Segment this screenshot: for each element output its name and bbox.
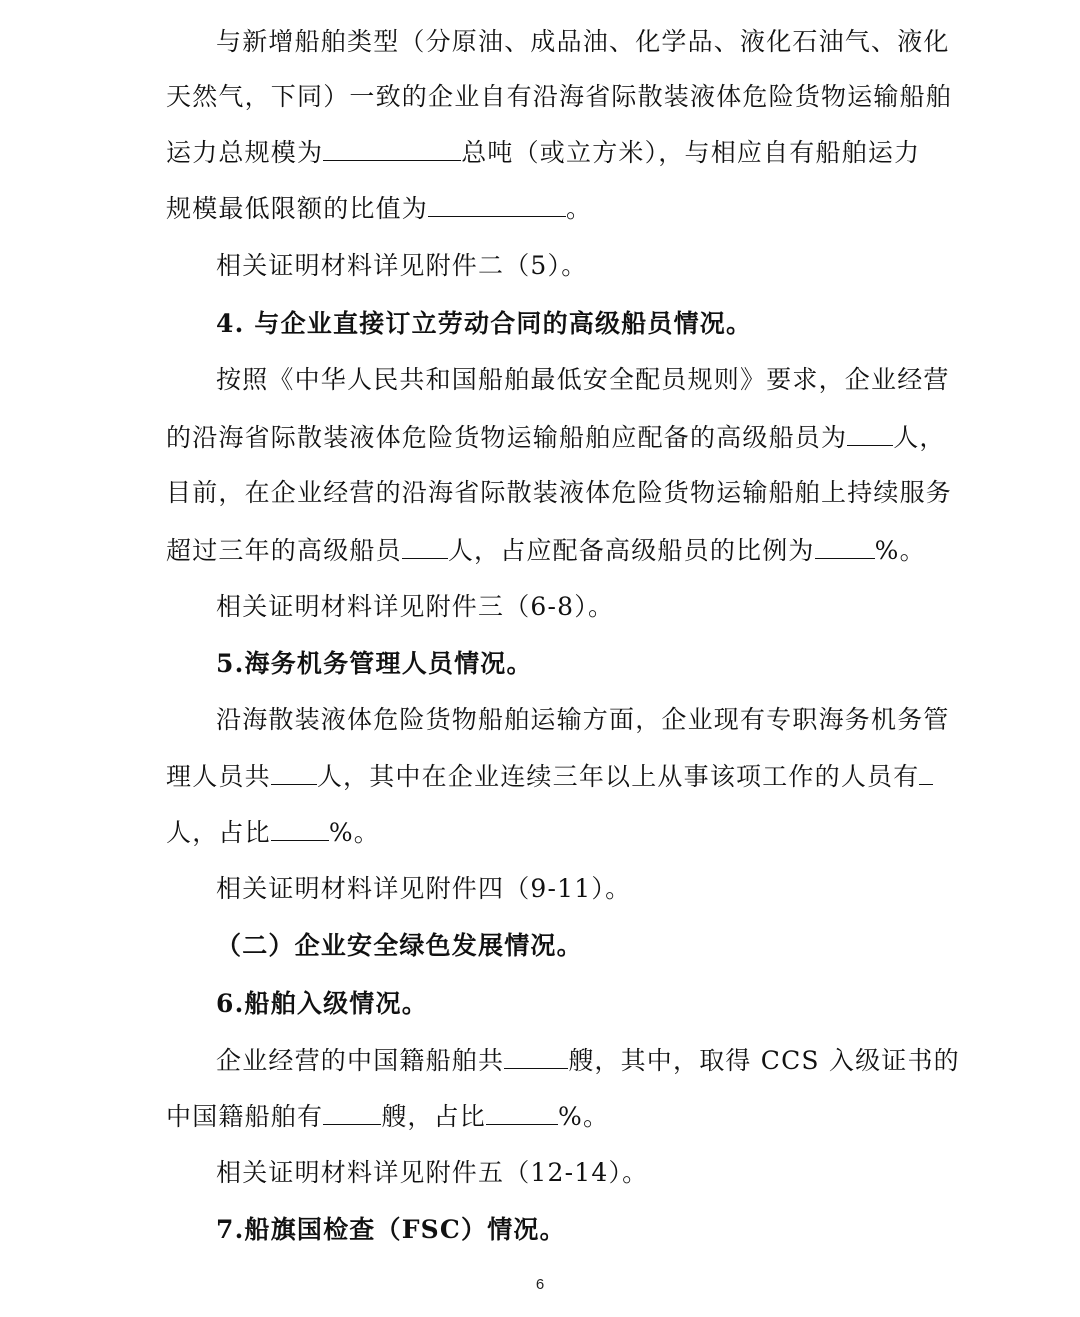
paragraph-line [166, 134, 926, 171]
section-heading [216, 986, 976, 1022]
text: 人，占比 [166, 818, 271, 847]
fill-blank-ratio[interactable] [428, 190, 566, 217]
paragraph-line [166, 190, 926, 227]
text: 理人员共 [166, 762, 271, 791]
fill-blank-managers-total[interactable] [271, 758, 317, 785]
text: 的沿海省际散装液体危险货物运输船舶应配备的高级船员为 [166, 423, 848, 452]
section-heading [216, 646, 976, 682]
text: 7.船旗国检查（FSC）情况。 [216, 1215, 566, 1244]
reference-line [216, 1155, 976, 1191]
text: 天然气，下同）一致的企业自有沿海省际散装液体危险货物运输船舶 [166, 82, 953, 111]
text: 相关证明材料详见附件五（12-14）。 [216, 1158, 649, 1187]
text: 相关证明材料详见附件三（6-8）。 [216, 592, 615, 621]
text: 按照《中华人民共和国船舶最低安全配员规则》要求，企业经营 [216, 365, 950, 394]
text: 。 [566, 194, 593, 223]
text: 4. 与企业直接订立劳动合同的高级船员情况。 [216, 309, 753, 338]
text: 人， [893, 423, 946, 452]
text: 人，其中在企业连续三年以上从事该项工作的人员有 [316, 762, 920, 791]
section-heading [216, 1212, 976, 1248]
reference-line [216, 871, 976, 907]
text: 相关证明材料详见附件四（9-11）。 [216, 874, 632, 903]
fill-blank-ccs-ships[interactable] [323, 1098, 381, 1125]
paragraph-line [166, 419, 946, 456]
text: %。 [874, 536, 926, 565]
paragraph-line [166, 79, 953, 115]
text: %。 [328, 818, 380, 847]
text: 目前，在企业经营的沿海省际散装液体危险货物运输船舶上持续服务 [166, 478, 953, 507]
reference-line [216, 248, 976, 284]
paragraph-line [216, 1042, 976, 1079]
paragraph-line [166, 814, 926, 851]
paragraph-line [216, 362, 976, 398]
reference-line [216, 589, 976, 625]
text: 6.船舶入级情况。 [216, 989, 428, 1018]
fill-blank-officers-serving[interactable] [402, 532, 448, 559]
fill-blank-officers-required[interactable] [847, 419, 893, 446]
text: 相关证明材料详见附件二（5）。 [216, 251, 588, 280]
text: 艘，占比 [381, 1102, 487, 1131]
paragraph-line [166, 475, 953, 511]
paragraph-line [166, 758, 926, 795]
text: 中国籍船舶有 [166, 1102, 324, 1131]
fill-blank-manager-ratio[interactable] [271, 814, 329, 841]
fill-blank-ships-total[interactable] [504, 1042, 568, 1069]
paragraph-line [216, 702, 976, 738]
fill-blank-tonnage[interactable] [323, 134, 461, 161]
text: 5.海务机务管理人员情况。 [216, 649, 533, 678]
text: 超过三年的高级船员 [166, 536, 402, 565]
text: （二）企业安全绿色发展情况。 [216, 931, 583, 960]
fill-blank-officer-ratio[interactable] [815, 532, 875, 559]
text: 总吨（或立方米），与相应自有船舶运力 [461, 138, 921, 167]
text: 与新增船舶类型（分原油、成品油、化学品、液化石油气、液化 [216, 27, 950, 56]
fill-blank-managers-senior[interactable] [919, 758, 933, 785]
paragraph-line [166, 532, 926, 569]
paragraph-line [166, 1098, 926, 1135]
text: 艘，其中，取得 CCS 入级证书的 [568, 1046, 960, 1075]
section-heading [216, 928, 976, 964]
page-number: 6 [535, 1276, 545, 1293]
text: 沿海散装液体危险货物船舶运输方面，企业现有专职海务机务管 [216, 705, 950, 734]
text: 规模最低限额的比值为 [166, 194, 429, 223]
section-heading [216, 306, 976, 342]
text: 人，占应配备高级船员的比例为 [447, 536, 815, 565]
text: 企业经营的中国籍船舶共 [216, 1046, 505, 1075]
fill-blank-ccs-ratio[interactable] [486, 1098, 558, 1125]
paragraph-line [216, 24, 976, 60]
text: %。 [558, 1102, 610, 1131]
text: 运力总规模为 [166, 138, 324, 167]
